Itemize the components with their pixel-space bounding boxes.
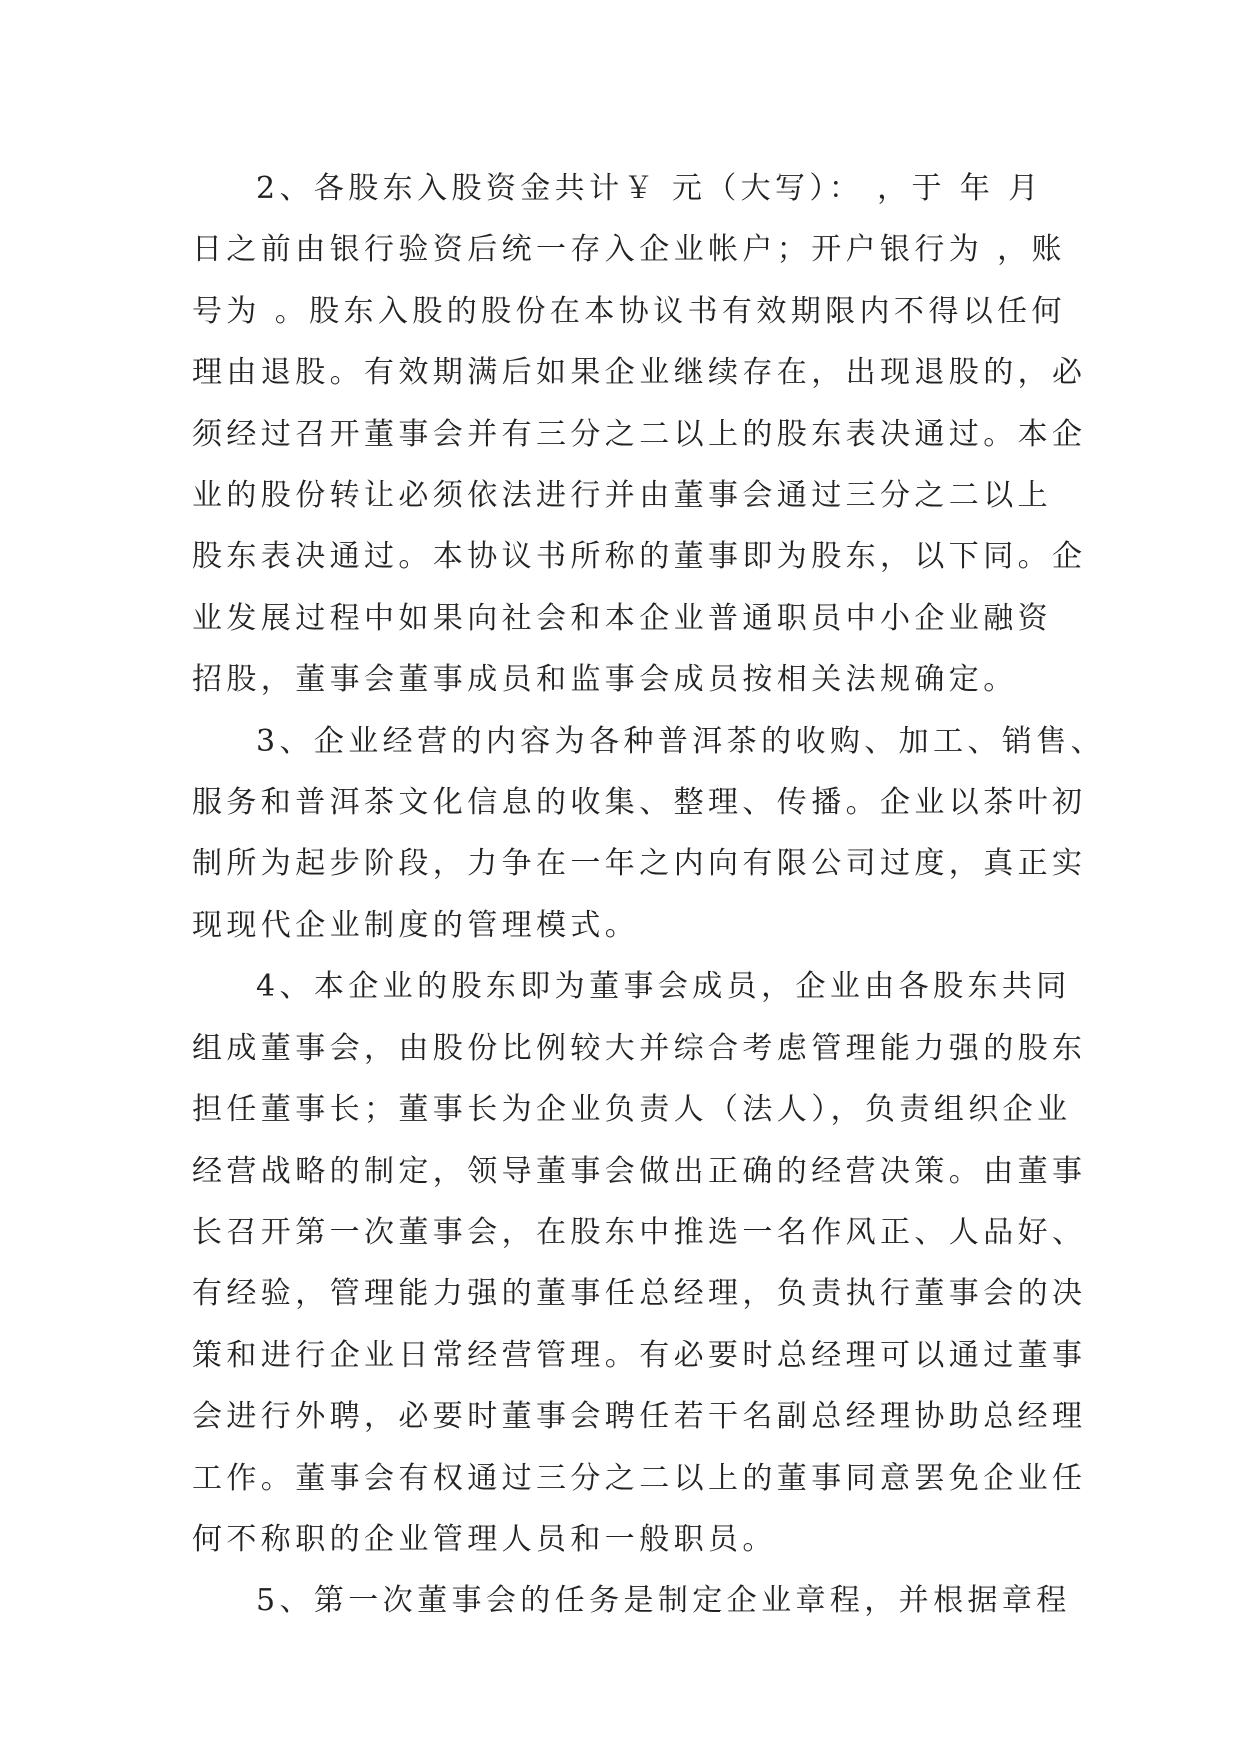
text-line: 业的股份转让必须依法进行并由董事会通过三分之二以上: [192, 478, 1052, 514]
text-line: 制所为起步阶段，力争在一年之内向有限公司过度，真正实: [192, 846, 1087, 882]
text-line: 何不称职的企业管理人员和一般职员。: [192, 1521, 777, 1557]
paragraph-4: [192, 956, 1087, 1570]
text-line: 服务和普洱茶文化信息的收集、整理、传播。企业以茶叶初: [192, 785, 1087, 821]
text-line: 2、各股东入股资金共计￥ 元（大写）： ，于 年 月: [256, 171, 1043, 206]
text-line: 业发展过程中如果向社会和本企业普通职员中小企业融资: [192, 600, 1052, 636]
text-line: 策和进行企业日常经营管理。有必要时总经理可以通过董事: [192, 1337, 1087, 1373]
paragraph-2: [192, 158, 1087, 711]
text-line: 5、第一次董事会的任务是制定企业章程，并根据章程: [256, 1583, 1071, 1619]
text-line: 工作。董事会有权通过三分之二以上的董事同意罢免企业任: [192, 1460, 1087, 1496]
paragraph-3: [192, 711, 1106, 957]
text-line: 须经过召开董事会并有三分之二以上的股东表决通过。本企: [192, 416, 1087, 452]
document-body: [192, 158, 1106, 1632]
text-line: 理由退股。有效期满后如果企业继续存在，出现退股的，必: [192, 355, 1087, 391]
paragraph-5: [192, 1570, 1071, 1631]
text-line: 有经验，管理能力强的董事任总经理，负责执行董事会的决: [192, 1276, 1087, 1312]
text-line: 号为 。股东入股的股份在本协议书有效期限内不得以任何: [192, 293, 1066, 329]
text-line: 长召开第一次董事会，在股东中推选一名作风正、人品好、: [192, 1214, 1087, 1250]
text-line: 组成董事会，由股份比例较大并综合考虑管理能力强的股东: [192, 1030, 1087, 1066]
text-line: 3、企业经营的内容为各种普洱茶的收购、加工、销售、: [256, 723, 1106, 759]
text-line: 4、本企业的股东即为董事会成员，企业由各股东共同: [256, 969, 1071, 1005]
text-line: 经营战略的制定，领导董事会做出正确的经营决策。由董事: [192, 1153, 1087, 1189]
text-line: 股东表决通过。本协议书所称的董事即为股东，以下同。企: [192, 539, 1087, 575]
text-line: 担任董事长；董事长为企业负责人（法人），负责组织企业: [192, 1092, 1072, 1128]
text-line: 现现代企业制度的管理模式。: [192, 907, 640, 943]
text-line: 会进行外聘，必要时董事会聘任若干名副总经理协助总经理: [192, 1399, 1087, 1435]
text-line: 日之前由银行验资后统一存入企业帐户；开户银行为 ，账: [192, 232, 1066, 268]
text-line: 招股，董事会董事成员和监事会成员按相关法规确定。: [192, 662, 1018, 698]
